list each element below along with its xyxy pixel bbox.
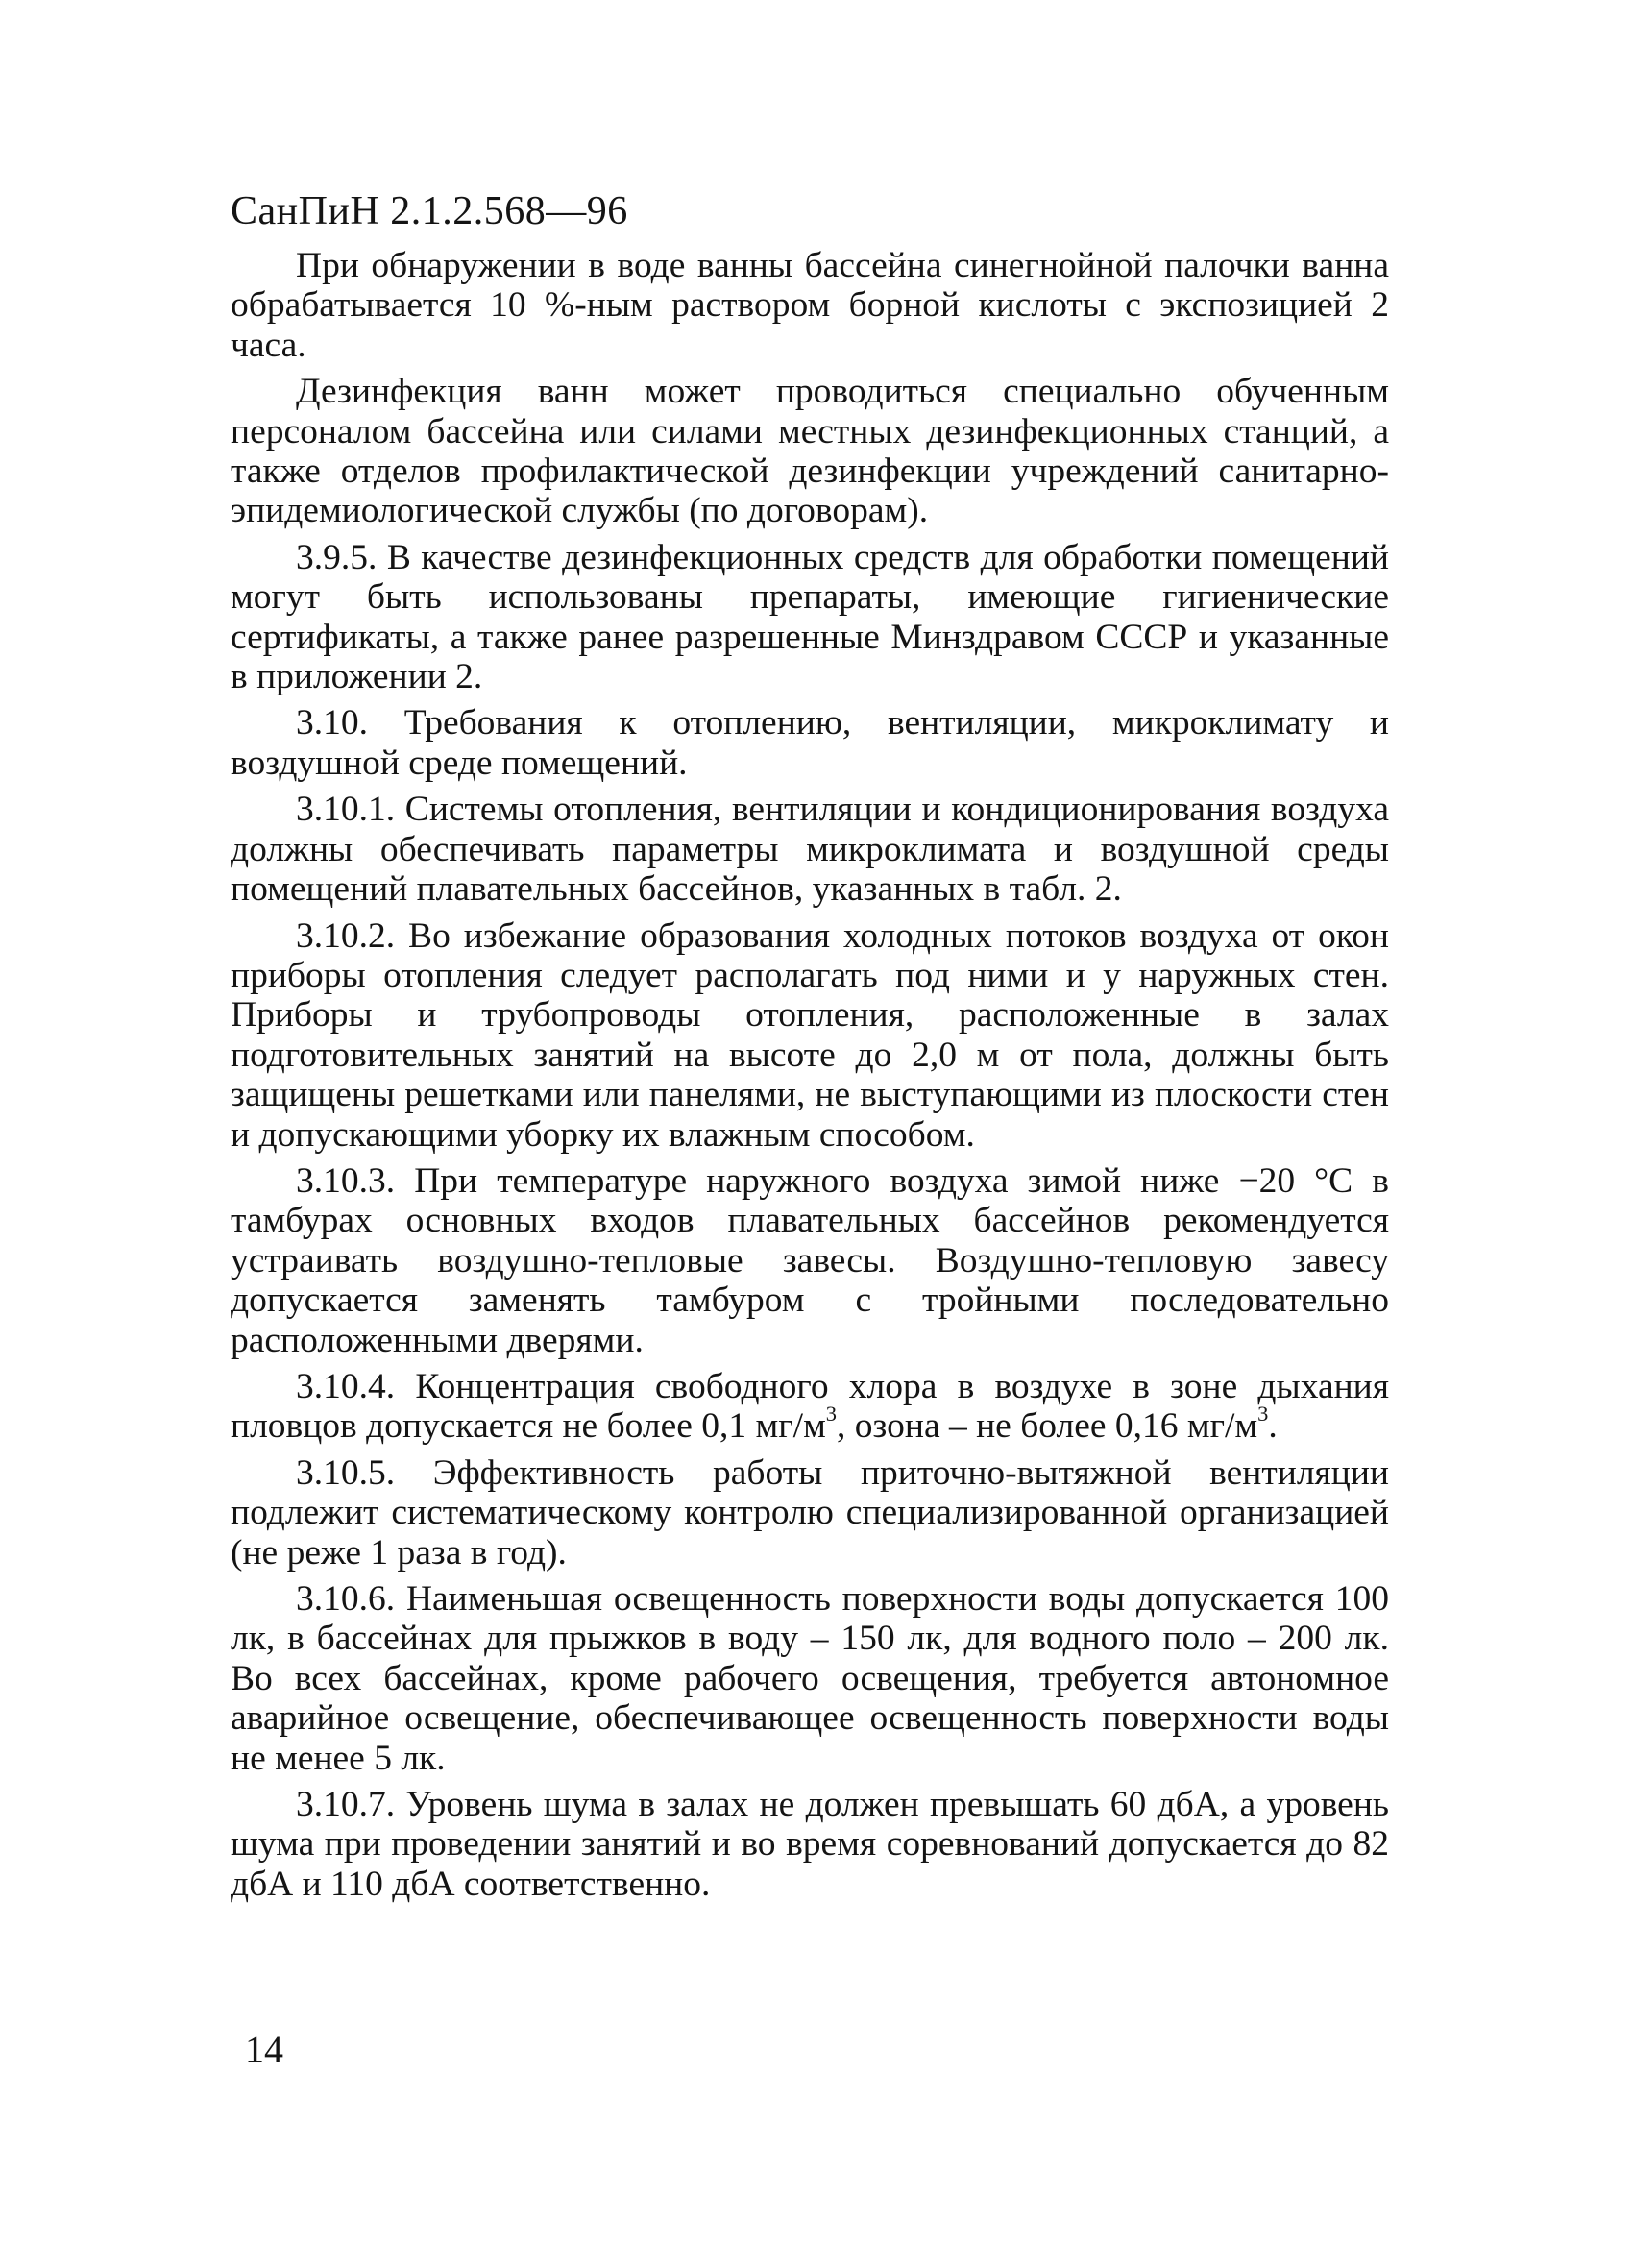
- paragraph-3-10-4-part3: .: [1268, 1406, 1278, 1447]
- paragraph-3-10-4: [231, 1367, 1389, 1447]
- paragraph-3-10: 3.10. Требования к отоплению, вентиляции, микроклимату и воздушной среде помещений.: [231, 703, 1389, 783]
- superscript-cubed: 3: [1257, 1402, 1269, 1427]
- paragraph-pseudomonas-treatment: При обнаружении в воде ванны бассейна синегнойной палочки ванна обрабатывается 10 %-ным раствором борной кислоты с экспозицией 2 часа.: [231, 246, 1389, 365]
- page-number: 14: [245, 2028, 283, 2071]
- paragraph-disinfection-personnel: Дезинфекция ванн может проводиться специально обученным персоналом бассейна или силами местных дезинфекционных станций, а также отделов профилактической дезинфекции учреждений санитарно-эпидемиологической службы (по договорам).: [231, 372, 1389, 531]
- paragraph-3-10-4-part1: 3.10.4. Концентрация свободного хлора в воздухе в зоне дыхания пловцов допускается не более 0,1 мг/м: [231, 1366, 1389, 1447]
- document-header: СанПиН 2.1.2.568—96: [231, 189, 628, 233]
- superscript-cubed: 3: [825, 1402, 838, 1427]
- paragraph-3-10-7: 3.10.7. Уровень шума в залах не должен превышать 60 дбА, а уровень шума при проведении занятий и во время соревнований допускается до 82 дбА и 110 дбА соответственно.: [231, 1785, 1389, 1904]
- paragraph-3-10-1: 3.10.1. Системы отопления, вентиляции и кондиционирования воздуха должны обеспечивать параметры микроклимата и воздушной среды помещений плавательных бассейнов, указанных в табл. 2.: [231, 790, 1389, 910]
- paragraph-3-9-5: 3.9.5. В качестве дезинфекционных средств для обработки помещений могут быть использованы препараты, имеющие гигиенические сертификаты, а также ранее разрешенные Минздравом СССР и указанные в приложении 2.: [231, 537, 1389, 697]
- paragraph-3-10-2: 3.10.2. Во избежание образования холодных потоков воздуха от окон приборы отопления следует располагать под ними и у наружных стен. Приборы и трубопроводы отопления, расположенные в залах подготовительных занятий на высоте до 2,0 м от пола, должны быть защищены решетками или панелями, не выступающими из плоскости стен и допускающими уборку их влажным способом.: [231, 915, 1389, 1155]
- paragraph-3-10-3: 3.10.3. При температуре наружного воздуха зимой ниже −20 °С в тамбурах основных входов плавательных бассейнов рекомендуется устраивать воздушно-тепловые завесы. Воздушно-тепловую завесу допускается заменять тамбуром с тройными последовательно расположенными дверями.: [231, 1160, 1389, 1360]
- document-body: [231, 246, 1389, 1911]
- paragraph-3-10-5: 3.10.5. Эффективность работы приточно-вытяжной вентиляции подлежит систематическому контролю специализированной организацией (не реже 1 раза в год).: [231, 1452, 1389, 1573]
- paragraph-3-10-4-part2: , озона – не более 0,16 мг/м: [837, 1406, 1258, 1447]
- paragraph-3-10-6: 3.10.6. Наименьшая освещенность поверхности воды допускается 100 лк, в бассейнах для прыжков в воду – 150 лк, для водного поло – 200 лк. Во всех бассейнах, кроме рабочего освещения, требуется автономное аварийное освещение, обеспечивающее освещенность поверхности воды не менее 5 лк.: [231, 1579, 1389, 1778]
